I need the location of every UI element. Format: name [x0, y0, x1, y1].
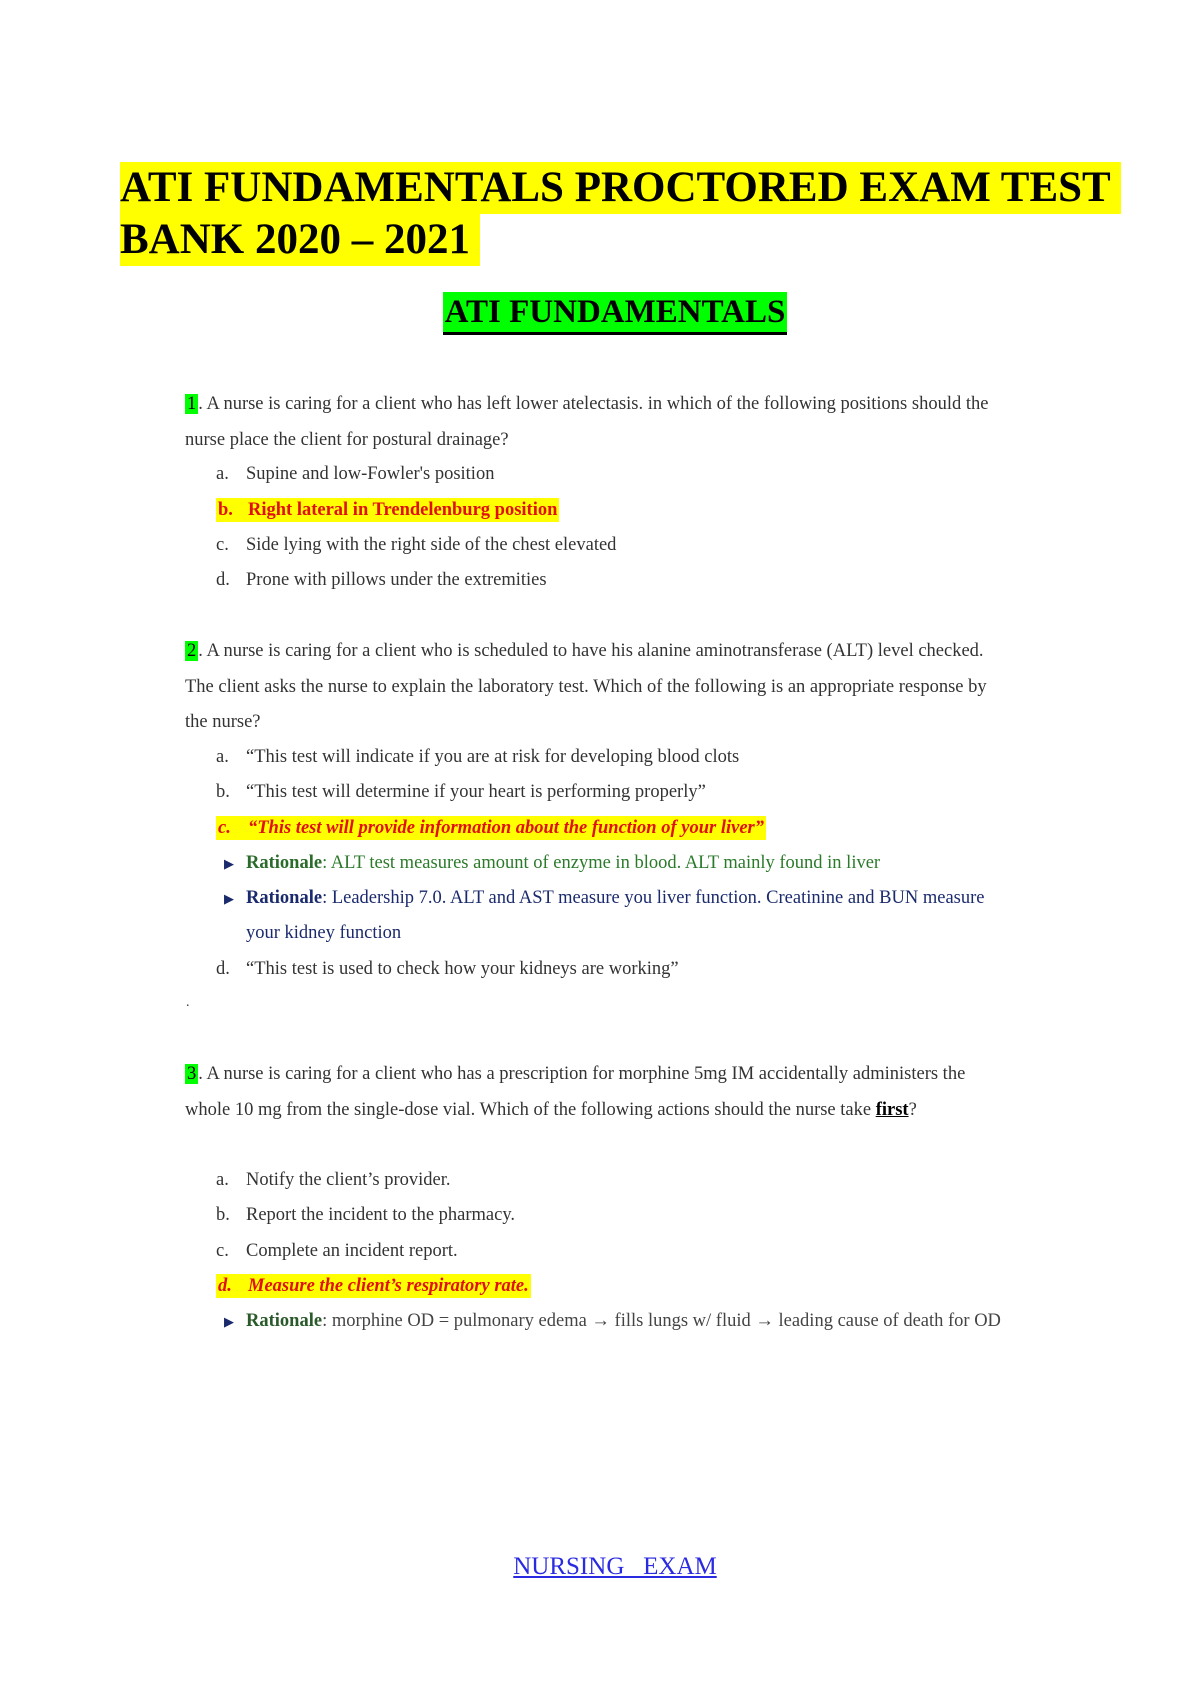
option-letter: b.	[216, 1205, 230, 1225]
option-text: Measure the client’s respiratory rate.	[248, 1276, 529, 1296]
option-text: Notify the client’s provider.	[246, 1170, 451, 1190]
option-2c-correct	[216, 811, 766, 846]
question-text: . A nurse is caring for a client who has left lower atelectasis. in which of the following positions should the nurse place the client for postural drainage?	[185, 394, 989, 450]
question-text: . A nurse is caring for a client who has a prescription for morphine 5mg IM accidentally administers the whole 10 mg from the single-dose vial. Which of the following actions should the nurse take	[185, 1064, 966, 1120]
option-3a	[216, 1163, 451, 1198]
document-title	[120, 162, 1170, 266]
rationale-label: Rationale	[246, 888, 323, 908]
rationale-3-1	[224, 1304, 1004, 1339]
question-2	[185, 634, 1005, 741]
triangle-right-icon: ▶	[224, 856, 234, 871]
option-letter: a.	[216, 1170, 229, 1190]
option-letter: c.	[216, 535, 229, 555]
question-text-end: ?	[908, 1099, 917, 1120]
option-text: Complete an incident report.	[246, 1241, 458, 1261]
rationale-2-1	[224, 846, 1004, 881]
option-3d-correct	[216, 1269, 531, 1304]
option-letter: b.	[216, 782, 230, 802]
question-text: . A nurse is caring for a client who is scheduled to have his alanine aminotransferase (ALT) level checked. The client asks the nurse to explain the laboratory test. Which of the following is an appropriate response by the nurse?	[185, 641, 987, 732]
question-1	[185, 387, 1005, 458]
option-text: “This test will determine if your heart is performing properly”	[246, 782, 706, 802]
title-line-1: ATI FUNDAMENTALS PROCTORED EXAM TEST	[120, 162, 1121, 214]
rationale-label: Rationale	[246, 1311, 323, 1331]
option-text: Side lying with the right side of the chest elevated	[246, 535, 617, 555]
option-letter: c.	[216, 1241, 229, 1261]
option-3b	[216, 1198, 515, 1233]
option-text: Right lateral in Trendelenburg position	[248, 500, 558, 520]
triangle-right-icon: ▶	[224, 1314, 234, 1329]
rationale-2-2	[224, 881, 1004, 951]
option-letter: d.	[216, 959, 230, 979]
option-letter: c.	[218, 818, 231, 838]
rationale-label: Rationale	[246, 853, 323, 873]
option-text: “This test will indicate if you are at risk for developing blood clots	[246, 747, 740, 767]
rationale-text: : Leadership 7.0. ALT and AST measure you liver function. Creatinine and BUN measure your kidney function	[246, 888, 985, 943]
triangle-right-icon: ▶	[224, 891, 234, 906]
option-2b	[216, 775, 706, 810]
question-number: 2	[187, 641, 197, 661]
trailing-dot: .	[186, 995, 190, 1010]
option-text: Prone with pillows under the extremities	[246, 570, 547, 590]
option-1c	[216, 528, 616, 563]
rationale-text: : ALT test measures amount of enzyme in blood. ALT mainly found in liver	[322, 853, 881, 873]
subtitle: ATI FUNDAMENTALS	[443, 292, 788, 335]
option-text: “This test will provide information about the function of your liver”	[248, 818, 764, 838]
option-letter: a.	[216, 464, 229, 484]
title-line-2: BANK 2020 – 2021	[120, 214, 480, 266]
question-emphasis: first	[875, 1099, 909, 1120]
nursing-exam-link[interactable]: NURSING EXAM	[513, 1553, 717, 1580]
question-number: 3	[187, 1064, 197, 1084]
option-letter: a.	[216, 747, 229, 767]
option-letter: d.	[216, 570, 230, 590]
question-3	[185, 1057, 1005, 1128]
option-1a	[216, 457, 494, 492]
option-text: “This test is used to check how your kidneys are working”	[246, 959, 679, 979]
rationale-text: : morphine OD = pulmonary edema → fills lungs w/ fluid → leading cause of death for OD	[322, 1311, 1001, 1331]
option-letter: d.	[218, 1276, 232, 1296]
option-letter: b.	[218, 500, 233, 520]
option-2d	[216, 952, 679, 987]
option-2a	[216, 740, 739, 775]
option-1d	[216, 563, 547, 598]
question-number: 1	[187, 394, 197, 414]
option-text: Supine and low-Fowler's position	[246, 464, 495, 484]
option-3c	[216, 1234, 458, 1269]
option-1b-correct	[216, 493, 559, 528]
subtitle-container	[0, 292, 1192, 335]
footer	[0, 1553, 1192, 1581]
option-text: Report the incident to the pharmacy.	[246, 1205, 516, 1225]
